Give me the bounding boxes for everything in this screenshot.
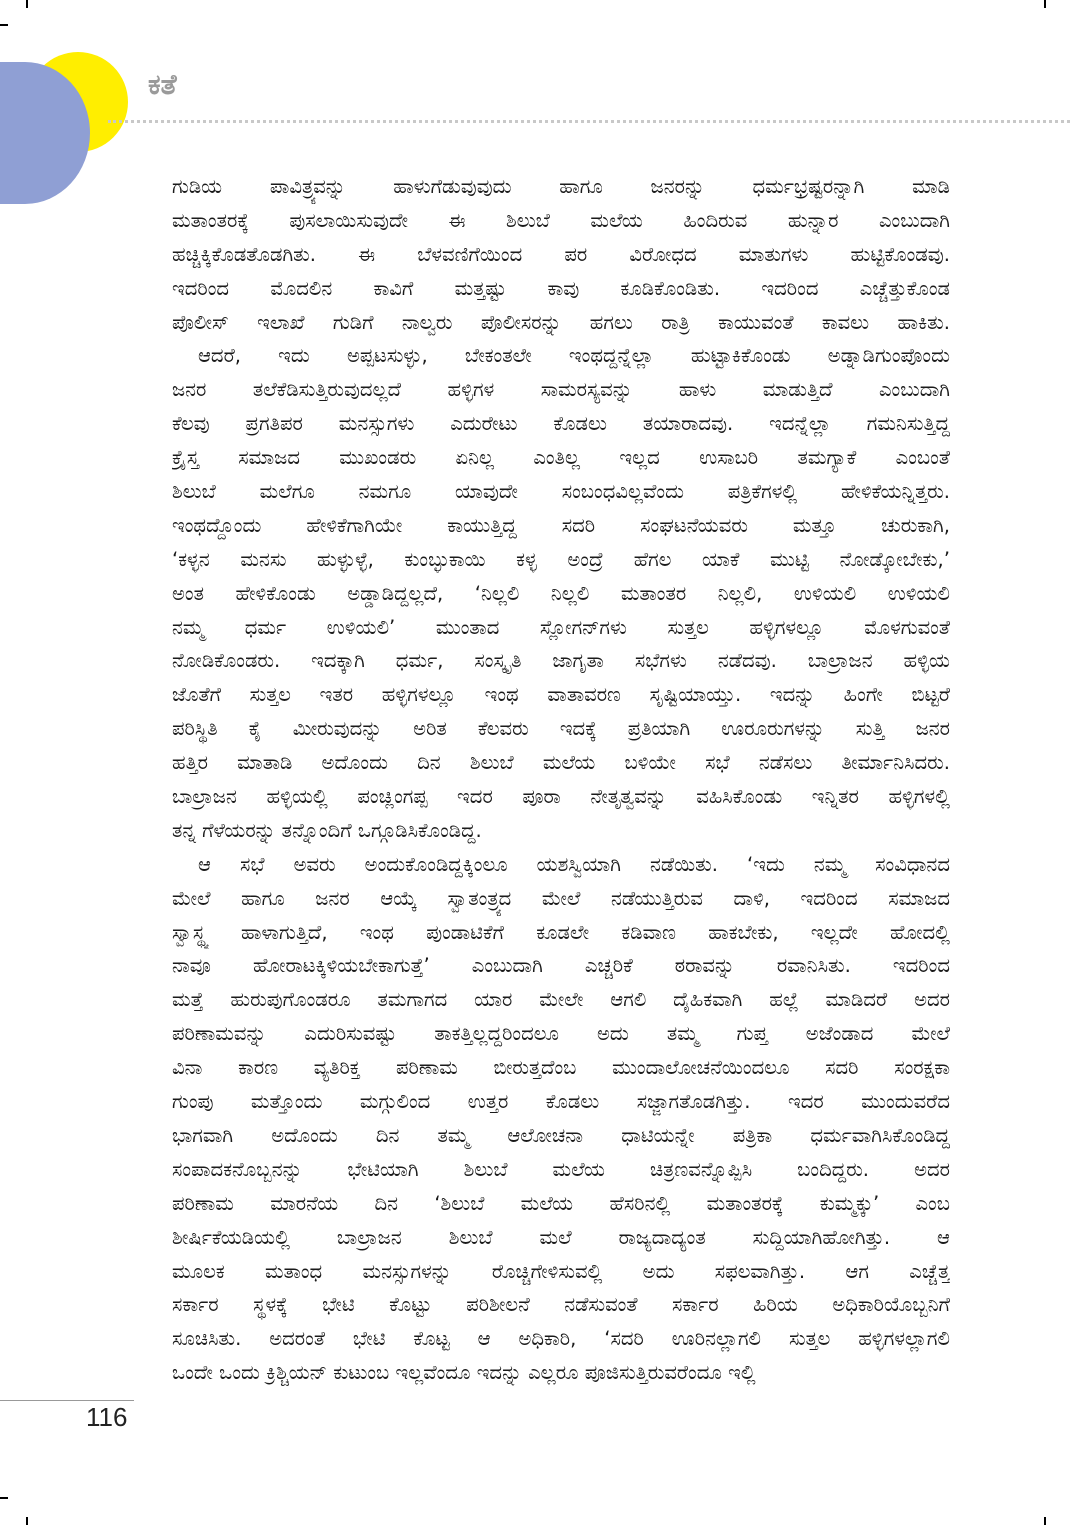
crop-mark [1044,0,1046,8]
crop-mark [0,1497,8,1499]
text-line: ಪರಿಣಾಮ ಮಾರನೆಯ ದಿನ ‘ಶಿಲುಬೆ ಮಲೆಯ ಹೆಸರಿನಲ್ಲಿ ಮತಾಂತರಕ್ಕೆ ಕುಮ್ಮಕ್ಕು’ ಎಂಬ [172,1191,950,1215]
text-line: ಮತ್ತೆ ಹುರುಪುಗೊಂಡರೂ ತಮಗಾಗದ ಯಾರ ಮೇಲೇ ಆಗಲಿ ದೈಹಿಕವಾಗಿ ಹಲ್ಲೆ ಮಾಡಿದರೆ ಅದರ [172,988,950,1012]
text-line: ಇದರಿಂದ ಮೊದಲಿನ ಕಾವಿಗೆ ಮತ್ತಷ್ಟು ಕಾವು ಕೂಡಿಕೊಂಡಿತು. ಇದರಿಂದ ಎಚ್ಚೆತ್ತುಕೊಂಡ [172,276,950,300]
text-line: ಮತಾಂತರಕ್ಕೆ ಪುಸಲಾಯಿಸುವುದೇ ಈ ಶಿಲುಬೆ ಮಲೆಯ ಹಿಂದಿರುವ ಹುನ್ನಾರ ಎಂಬುದಾಗಿ [172,208,950,232]
text-line: ಮೂಲಕ ಮತಾಂಧ ಮನಸ್ಸುಗಳನ್ನು ರೊಚ್ಚಿಗೇಳಿಸುವಲ್ಲಿ ಅದು ಸಫಲವಾಗಿತ್ತು. ಆಗ ಎಚ್ಚೆತ್ತ [172,1259,950,1283]
text-line: ಭಾಗವಾಗಿ ಅದೊಂದು ದಿನ ತಮ್ಮ ಆಲೋಚನಾ ಧಾಟಿಯನ್ನೇ ಪತ್ರಿಕಾ ಧರ್ಮವಾಗಿಸಿಕೊಂಡಿದ್ದ [172,1123,950,1147]
text-line: ಶಿಲುಬೆ ಮಲೆಗೂ ನಮಗೂ ಯಾವುದೇ ಸಂಬಂಧವಿಲ್ಲವೆಂದು ಪತ್ರಿಕೆಗಳಲ್ಲಿ ಹೇಳಿಕೆಯನ್ನಿತ್ತರು. [172,480,950,504]
text-line: ಅಂತ ಹೇಳಿಕೊಂಡು ಅಡ್ಡಾಡಿದ್ದಲ್ಲದೆ, ‘ನಿಲ್ಲಲಿ ನಿಲ್ಲಲಿ ಮತಾಂತರ ನಿಲ್ಲಲಿ, ಉಳಿಯಲಿ ಉಳಿಯಲಿ [172,581,950,605]
text-line: ಸರ್ಕಾರ ಸ್ಥಳಕ್ಕೆ ಭೇಟಿ ಕೊಟ್ಟು ಪರಿಶೀಲನೆ ನಡೆಸುವಂತೆ ಸರ್ಕಾರ ಹಿರಿಯ ಅಧಿಕಾರಿಯೊಬ್ಬನಿಗೆ [172,1293,950,1317]
text-line: ನೋಡಿಕೊಂಡರು. ಇದಕ್ಕಾಗಿ ಧರ್ಮ, ಸಂಸ್ಕೃತಿ ಜಾಗೃತಾ ಸಭೆಗಳು ನಡೆದವು. ಬಾಲ್ರಾಜನ ಹಳ್ಳಿಯ [172,649,950,673]
crop-mark [1044,1517,1046,1525]
text-line: ಮೇಲೆ ಹಾಗೂ ಜನರ ಆಯ್ಕೆ ಸ್ವಾತಂತ್ರ್ಯದ ಮೇಲೆ ನಡೆಯುತ್ತಿರುವ ದಾಳಿ, ಇದರಿಂದ ಸಮಾಜದ [172,886,950,910]
text-line: ಒಂದೇ ಒಂದು ಕ್ರಿಶ್ಚಿಯನ್ ಕುಟುಂಬ ಇಲ್ಲವೆಂದೂ ಇದನ್ನು ಎಲ್ಲರೂ ಪೂಜಿಸುತ್ತಿರುವರೆಂದೂ ಇಲ್ಲಿ [172,1361,756,1385]
crop-mark [26,1517,28,1525]
text-line: ಶೀರ್ಷಿಕೆಯಡಿಯಲ್ಲಿ ಬಾಲ್ರಾಜನ ಶಿಲುಬೆ ಮಲೆ ರಾಜ್ಯದಾದ್ಯಂತ ಸುದ್ದಿಯಾಗಿಹೋಗಿತ್ತು. ಆ [172,1225,950,1249]
text-line: ಪರಿಣಾಮವನ್ನು ಎದುರಿಸುವಷ್ಟು ತಾಕತ್ತಿಲ್ಲದ್ದರಿಂದಲೂ ಅದು ತಮ್ಮ ಗುಪ್ತ ಅಜೆಂಡಾದ ಮೇಲೆ [172,1022,950,1046]
page-number: 116 [86,1402,128,1432]
text-line: ಸಂಪಾದಕನೊಬ್ಬನನ್ನು ಭೇಟಿಯಾಗಿ ಶಿಲುಬೆ ಮಲೆಯ ಚಿತ್ರಣವನ್ನೊಪ್ಪಿಸಿ ಬಂದಿದ್ದರು. ಅದರ [172,1157,950,1181]
text-line: ಜೊತೆಗೆ ಸುತ್ತಲ ಇತರ ಹಳ್ಳಿಗಳಲ್ಲೂ ಇಂಥ ವಾತಾವರಣ ಸೃಷ್ಟಿಯಾಯ್ತು. ಇದನ್ನು ಹಿಂಗೇ ಬಿಟ್ಟರೆ [172,683,950,707]
story-text [172,170,950,1390]
text-line: ಹಚ್ಚಿಕ್ಕಿಕೊಡತೊಡಗಿತು. ಈ ಬೆಳವಣಿಗೆಯಿಂದ ಪರ ವಿರೋಧದ ಮಾತುಗಳು ಹುಟ್ಟಿಕೊಂಡವು. [172,242,950,266]
text-line: ಪರಿಸ್ಥಿತಿ ಕೈ ಮೀರುವುದನ್ನು ಅರಿತ ಕೆಲವರು ಇದಕ್ಕೆ ಪ್ರತಿಯಾಗಿ ಊರೂರುಗಳನ್ನು ಸುತ್ತಿ ಜನರ [172,717,950,741]
text-line: ನಮ್ಮ ಧರ್ಮ ಉಳಿಯಲಿ’ ಮುಂತಾದ ಸ್ಲೋಗನ್‌ಗಳು ಸುತ್ತಲ ಹಳ್ಳಿಗಳಲ್ಲೂ ಮೊಳಗುವಂತೆ [172,615,950,639]
text-line: ಸ್ವಾಸ್ಥ್ಯ ಹಾಳಾಗುತ್ತಿದೆ, ಇಂಥ ಪುಂಡಾಟಿಕೆಗೆ ಕೂಡಲೇ ಕಡಿವಾಣ ಹಾಕಬೇಕು, ಇಲ್ಲದೇ ಹೋದಲ್ಲಿ [172,920,950,944]
page-number-rule [0,1400,134,1401]
header-dotted-rule [108,120,1070,123]
crop-mark [0,24,8,26]
text-line: ಜನರ ತಲೆಕೆಡಿಸುತ್ತಿರುವುದಲ್ಲದೆ ಹಳ್ಳಿಗಳ ಸಾಮರಸ್ಯವನ್ನು ಹಾಳು ಮಾಡುತ್ತಿದೆ ಎಂಬುದಾಗಿ [172,378,950,402]
text-line: ತನ್ನ ಗೆಳೆಯರನ್ನು ತನ್ನೊಂದಿಗೆ ಒಗ್ಗೂಡಿಸಿಕೊಂಡಿದ್ದ. [172,818,482,842]
text-line: ಗುಂಪು ಮತ್ತೊಂದು ಮಗ್ಗುಲಿಂದ ಉತ್ತರ ಕೊಡಲು ಸಜ್ಜಾಗತೊಡಗಿತ್ತು. ಇದರ ಮುಂದುವರೆದ [172,1090,950,1114]
text-line: ಸೂಚಿಸಿತು. ಅದರಂತೆ ಭೇಟಿ ಕೊಟ್ಟ ಆ ಅಧಿಕಾರಿ, ‘ಸದರಿ ಊರಿನಲ್ಲಾಗಲಿ ಸುತ್ತಲ ಹಳ್ಳಿಗಳಲ್ಲಾಗಲಿ [172,1327,950,1351]
text-line: ಗುಡಿಯ ಪಾವಿತ್ರ್ಯವನ್ನು ಹಾಳುಗೆಡುವುವುದು ಹಾಗೂ ಜನರನ್ನು ಧರ್ಮಭ್ರಷ್ಟರನ್ನಾಗಿ ಮಾಡಿ [172,175,950,198]
crop-mark [26,0,28,8]
text-line: ವಿನಾ ಕಾರಣ ವ್ಯತಿರಿಕ್ತ ಪರಿಣಾಮ ಬೀರುತ್ತದೆಂಬ ಮುಂದಾಲೋಚನೆಯಿಂದಲೂ ಸದರಿ ಸಂರಕ್ಷಕಾ [172,1056,950,1080]
text-line: ಕ್ರೈಸ್ತ ಸಮಾಜದ ಮುಖಂಡರು ಏನಿಲ್ಲ ಎಂತಿಲ್ಲ ಇಲ್ಲದ ಉಸಾಬರಿ ತಮಗ್ಯಾಕೆ ಎಂಬಂತೆ [172,446,950,470]
text-line: ‘ಕಳ್ಳನ ಮನಸು ಹುಳ್ಳುಳ್ಳೆ, ಕುಂಬ್ಳುಕಾಯಿ ಕಳ್ಳ ಅಂದ್ರೆ ಹೆಗಲ ಯಾಕೆ ಮುಟ್ಟಿ ನೋಡ್ಕೋಬೇಕು,’ [172,547,950,571]
text-line: ಆದರೆ, ಇದು ಅಪ್ಪಟಸುಳ್ಳು, ಬೇಕಂತಲೇ ಇಂಥದ್ದನ್ನೆಲ್ಲಾ ಹುಟ್ಟಾಕಿಕೊಂಡು ಅಡ್ನಾಡಿಗುಂಪೊಂದು [198,344,950,368]
text-line: ಪೊಲೀಸ್ ಇಲಾಖೆ ಗುಡಿಗೆ ನಾಲ್ವರು ಪೊಲೀಸರನ್ನು ಹಗಲು ರಾತ್ರಿ ಕಾಯುವಂತೆ ಕಾವಲು ಹಾಕಿತು. [172,310,950,334]
text-line: ಹತ್ತಿರ ಮಾತಾಡಿ ಅದೊಂದು ದಿನ ಶಿಲುಬೆ ಮಲೆಯ ಬಳಿಯೇ ಸಭೆ ನಡೆಸಲು ತೀರ್ಮಾನಿಸಿದರು. [172,751,950,775]
text-line: ಇಂಥದ್ದೊಂದು ಹೇಳಿಕೆಗಾಗಿಯೇ ಕಾಯುತ್ತಿದ್ದ ಸದರಿ ಸಂಘಟನೆಯವರು ಮತ್ತೂ ಚುರುಕಾಗಿ, [172,513,950,537]
text-line: ನಾವೂ ಹೋರಾಟಕ್ಕಿಳಿಯಬೇಕಾಗುತ್ತೆ’ ಎಂಬುದಾಗಿ ಎಚ್ಚರಿಕೆ ಠರಾವನ್ನು ರವಾನಿಸಿತು. ಇದರಿಂದ [172,954,950,978]
text-line: ಆ ಸಭೆ ಅವರು ಅಂದುಕೊಂಡಿದ್ದಕ್ಕಿಂಲೂ ಯಶಸ್ವಿಯಾಗಿ ನಡೆಯಿತು. ‘ಇದು ನಮ್ಮ ಸಂವಿಧಾನದ [198,852,950,876]
text-line: ಬಾಲ್ರಾಜನ ಹಳ್ಳಿಯಲ್ಲಿ ಪಂಚ್ಲಿಂಗಪ್ಪ ಇದರ ಪೂರಾ ನೇತೃತ್ವವನ್ನು ವಹಿಸಿಕೊಂಡು ಇನ್ನಿತರ ಹಳ್ಳಿಗಳಲ್ಲಿ [172,785,950,809]
section-title: ಕತೆ [148,68,177,101]
text-line: ಕೆಲವು ಪ್ರಗತಿಪರ ಮನಸ್ಸುಗಳು ಎದುರೇಟು ಕೊಡಲು ತಯಾರಾದವು. ಇದನ್ನೆಲ್ಲಾ ಗಮನಿಸುತ್ತಿದ್ದ [172,412,950,436]
